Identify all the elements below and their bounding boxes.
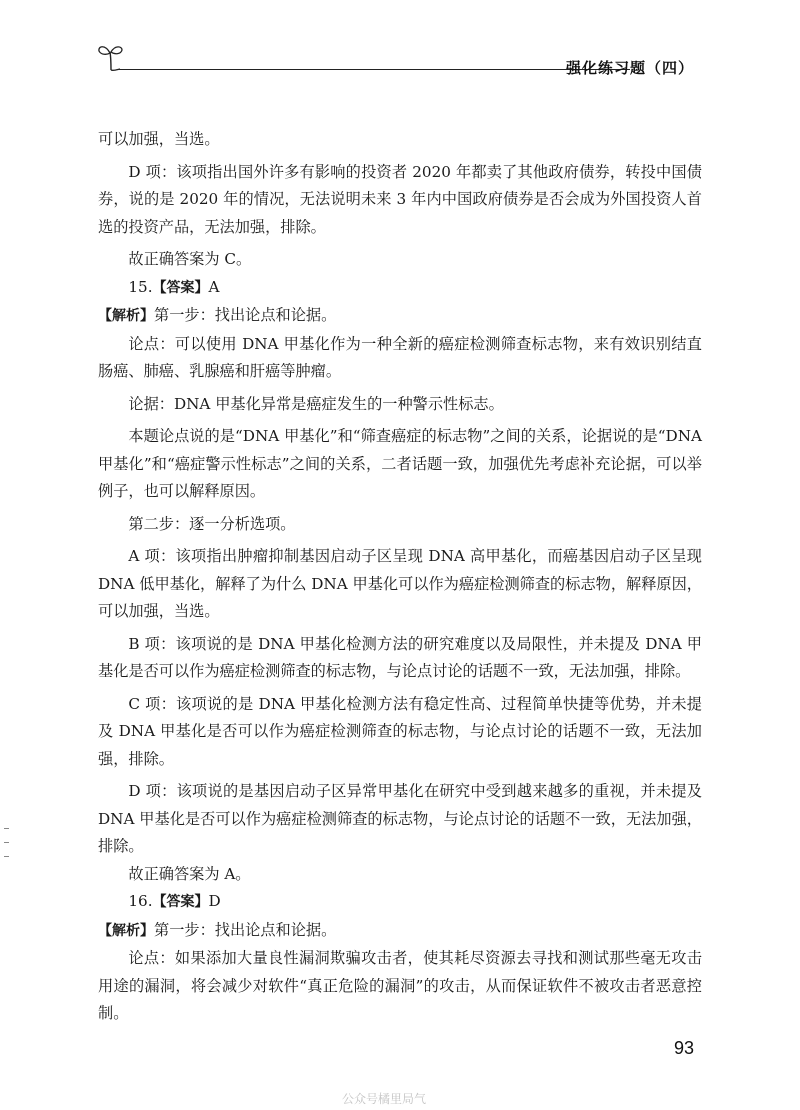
answer-tag: 【答案】 xyxy=(152,279,209,296)
analysis-tag: 【解析】 xyxy=(98,308,154,324)
paragraph: 本题论点说的是“DNA 甲基化”和“筛查癌症的标志物”之间的关系，论据说的是“DNA 甲基化”和“癌症警示性标志”之间的关系，二者话题一致，加强优先考虑补充论据，可以举例子，也可以解释原因。 xyxy=(98,427,702,500)
analysis-tag: 【解析】 xyxy=(98,922,154,939)
paragraph: 故正确答案为 C。 xyxy=(128,250,252,268)
answer-tag: 【答案】 xyxy=(152,894,209,910)
page-header xyxy=(96,40,696,80)
paragraph: B 项：该项说的是 DNA 甲基化检测方法的研究难度以及局限性，并未提及 DNA 甲基化是否可以作为癌症检测筛查的标志物，与论点讨论的话题不一致，无法加强，排除。 xyxy=(98,634,702,680)
paragraph: D 项：该项指出国外许多有影响的投资者 2020 年都卖了其他政府债券，转投中国债券，说的是 2020 年的情况，无法说明未来 3 年内中国政府债券是否会成为外国投资人首选的投资产品，无法加强，排除。 xyxy=(98,162,702,236)
analysis-line: 【解析】第一步：找出论点和论据。 xyxy=(98,306,337,324)
paragraph: 故正确答案为 A。 xyxy=(128,864,251,883)
header-rule xyxy=(118,69,630,70)
paragraph: 第二步：逐一分析选项。 xyxy=(128,514,296,533)
page-content xyxy=(98,126,702,1028)
answer-line: 15.【答案】A xyxy=(128,277,220,296)
page-number: 93 xyxy=(673,1038,694,1058)
paragraph: 论据：DNA 甲基化异常是癌症发生的一种警示性标志。 xyxy=(128,394,504,413)
paragraph: 论点：可以使用 DNA 甲基化作为一种全新的癌症检测筛查标志物，来有效识别结直肠癌、肺癌、乳腺癌和肝癌等肿瘤。 xyxy=(98,334,702,380)
paragraph: D 项：该项说的是基因启动子区异常甲基化在研究中受到越来越多的重视，并未提及 DNA 甲基化是否可以作为癌症检测筛查的标志物，与论点讨论的话题不一致，无法加强，排除。 xyxy=(98,782,702,855)
scan-margin-marks xyxy=(4,828,9,870)
answer-line: 16.【答案】D xyxy=(128,892,221,910)
section-title: 强化练习题（四） xyxy=(565,59,694,77)
watermark: 公众号橘里局气 xyxy=(342,1092,427,1106)
paragraph: C 项：该项说的是 DNA 甲基化检测方法有稳定性高、过程简单快捷等优势，并未提及 DNA 甲基化是否可以作为癌症检测筛查的标志物，与论点讨论的话题不一致，无法加强，排除。 xyxy=(98,694,702,768)
paragraph: A 项：该项指出肿瘤抑制基因启动子区呈现 DNA 高甲基化，而癌基因启动子区呈现 DNA 低甲基化，解释了为什么 DNA 甲基化可以作为癌症检测筛查的标志物，解释原因，可以加强，当选。 xyxy=(98,547,702,620)
analysis-line: 【解析】第一步：找出论点和论据。 xyxy=(98,920,337,939)
paragraph: 可以加强，当选。 xyxy=(98,130,220,148)
paragraph: 论点：如果添加大量良性漏洞欺骗攻击者，使其耗尽资源去寻找和测试那些毫无攻击用途的漏洞，将会减少对软件“真正危险的漏洞”的攻击，从而保证软件不被攻击者恶意控制。 xyxy=(98,949,702,1022)
